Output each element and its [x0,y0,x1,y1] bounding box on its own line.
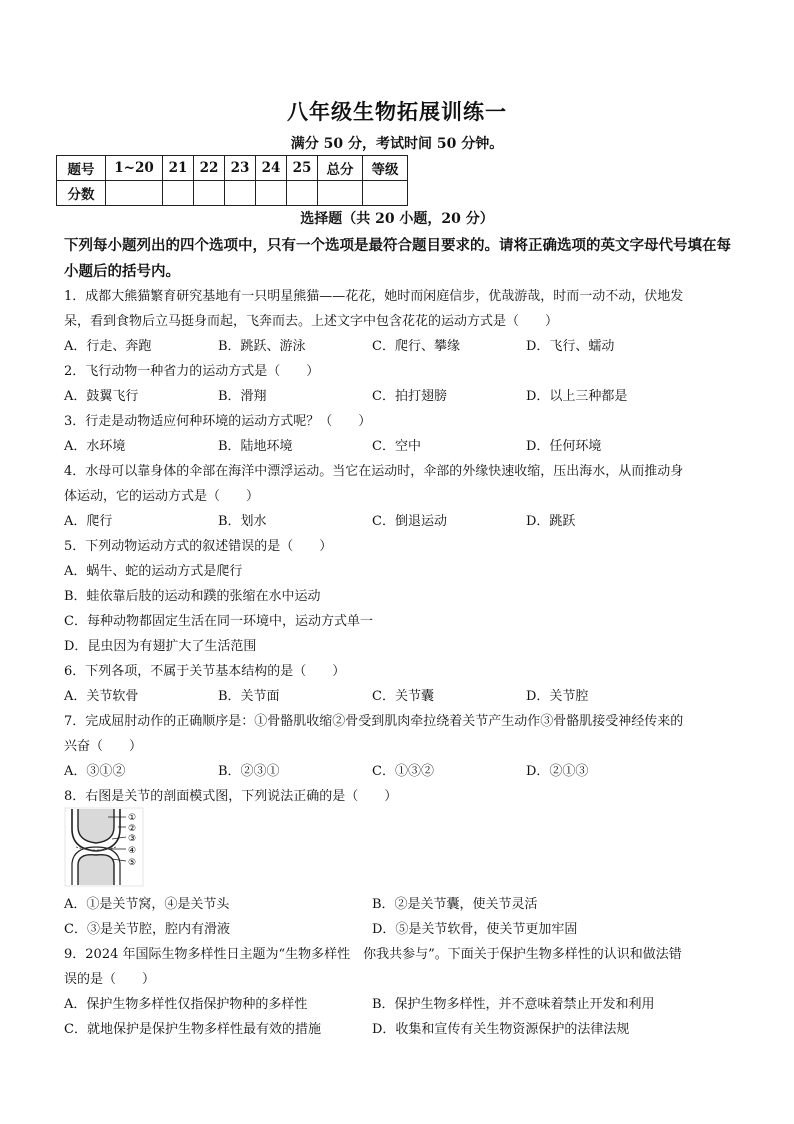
score-cell[interactable] [163,181,194,206]
score-header-cell: 22 [194,156,225,181]
q1-option-b: B．跳跃、游泳 [218,339,306,354]
score-table-score-row [57,181,408,206]
q8-option-d: D．⑤是关节软骨，使关节更加牢固 [372,922,578,937]
q7-option-a: A．③①② [64,764,126,779]
question-6-text: 6．下列各项，不属于关节基本结构的是（ ） [64,664,346,679]
q5-option-d: D．昆虫因为有翅扩大了生活范围 [64,639,257,654]
q5-option-b: B．蛙依靠后肢的运动和蹼的张缩在水中运动 [64,589,321,604]
page-title: 八年级生物拓展训练一 [287,99,507,124]
question-1-text-cont: 呆，看到食物后立马挺身而起，飞奔而去。上述文字中包含花花的运动方式是（ ） [64,314,559,329]
score-cell[interactable] [256,181,287,206]
q1-option-c: C．爬行、攀缘 [372,339,460,354]
figure-label-5: ⑤ [128,858,137,868]
q4-option-d: D．跳跃 [526,514,576,529]
figure-label-2: ② [128,824,137,834]
q3-option-a: A．水环境 [64,439,126,454]
score-header-cell: 25 [287,156,318,181]
q3-option-b: B．陆地环境 [218,439,293,454]
q9-option-b: B．保护生物多样性，并不意味着禁止开发和利用 [372,997,655,1012]
q9-option-c: C．就地保护是保护生物多样性最有效的措施 [64,1022,321,1037]
score-header-cell: 21 [163,156,194,181]
q3-option-c: C．空中 [372,439,421,454]
score-header-cell: 题号 [57,156,106,181]
lower-bone-shape [78,855,114,885]
q4-option-c: C．倒退运动 [372,514,447,529]
q2-option-b: B．滑翔 [218,389,267,404]
question-8-text: 8．右图是关节的剖面模式图，下列说法正确的是（ ） [64,789,398,804]
score-header-cell: 总分 [318,156,363,181]
q5-option-c: C．每种动物都固定生活在同一环境中，运动方式单一 [64,614,373,629]
figure-label-1: ① [128,813,137,823]
q2-option-d: D．以上三种都是 [526,389,628,404]
figure-label-3: ③ [128,834,137,844]
question-7-text: 7．完成屈肘动作的正确顺序是：①骨骼肌收缩②骨受到肌肉牵拉绕着关节产生动作③骨骼肌接受神经传来的 [64,714,684,729]
score-header-cell: 1~20 [106,156,163,181]
question-3-text: 3．行走是动物适应何种环境的运动方式呢？（ ） [64,414,372,429]
score-header-cell: 等级 [363,156,408,181]
q9-option-d: D．收集和宣传有关生物资源保护的法律法规 [372,1022,630,1037]
q2-option-a: A．鼓翼飞行 [64,389,139,404]
q6-option-b: B．关节面 [218,689,280,704]
score-header-cell: 24 [256,156,287,181]
upper-bone-shape [78,809,114,843]
score-cell[interactable] [194,181,225,206]
exam-info: 满分 50 分，考试时间 50 分钟。 [290,136,504,152]
section-title: 选择题（共 20 小题，20 分） [300,211,494,227]
question-9-text-cont: 误的是（ ） [64,972,156,987]
score-cell[interactable] [318,181,363,206]
question-4-text: 4．水母可以靠身体的伞部在海洋中漂浮运动。当它在运动时，伞部的外缘快速收缩，压出海水，从而推动身 [64,464,684,479]
q6-option-c: C．关节囊 [372,689,434,704]
instruction-text: 下列每小题列出的四个选项中，只有一个选项是最符合题目要求的。请将正确选项的英文字母代号填在每小题后的括号内。 [64,237,731,280]
question-4-text-cont: 体运动，它的运动方式是（ ） [64,489,260,504]
q8-option-c: C．③是关节腔，腔内有滑液 [64,922,230,937]
q8-option-b: B．②是关节囊，使关节灵活 [372,897,538,912]
score-cell[interactable] [225,181,256,206]
figure-label-4: ④ [128,846,137,856]
question-9-text: 9．2024 年国际生物多样性日主题为“生物多样性 你我共参与”。下面关于保护生物多样性的认识和做法错 [64,947,682,962]
question-7-text-cont: 兴奋（ ） [64,739,143,754]
q9-option-a: A．保护生物多样性仅指保护物种的多样性 [64,997,308,1012]
score-cell[interactable] [363,181,408,206]
score-cell[interactable] [106,181,163,206]
q7-option-c: C．①③② [372,764,434,779]
question-1-text: 1．成都大熊猫繁育研究基地有一只明星熊猫——花花，她时而闲庭信步，优哉游哉，时而一动不动，伏地发 [64,289,684,304]
q1-option-a: A．行走、奔跑 [64,339,152,354]
q7-option-d: D．②①③ [526,764,589,779]
q7-option-b: B．②③① [218,764,280,779]
q8-option-a: A．①是关节窝，④是关节头 [64,897,230,912]
score-header-cell: 23 [225,156,256,181]
question-2-text: 2．飞行动物一种省力的运动方式是（ ） [64,364,320,379]
q4-option-a: A．爬行 [64,514,113,529]
q3-option-d: D．任何环境 [526,439,602,454]
question-5-text: 5．下列动物运动方式的叙述错误的是（ ） [64,539,333,554]
score-table-header-row [57,156,408,181]
score-row-label: 分数 [57,181,106,206]
q6-option-a: A．关节软骨 [64,689,139,704]
q4-option-b: B．划水 [218,514,267,529]
q1-option-d: D．飞行、蠕动 [526,339,615,354]
score-table [56,155,408,206]
score-cell[interactable] [287,181,318,206]
q5-option-a: A．蜗牛、蛇的运动方式是爬行 [64,564,243,579]
q2-option-c: C．拍打翅膀 [372,389,447,404]
joint-diagram [64,807,144,887]
q6-option-d: D．关节腔 [526,689,589,704]
